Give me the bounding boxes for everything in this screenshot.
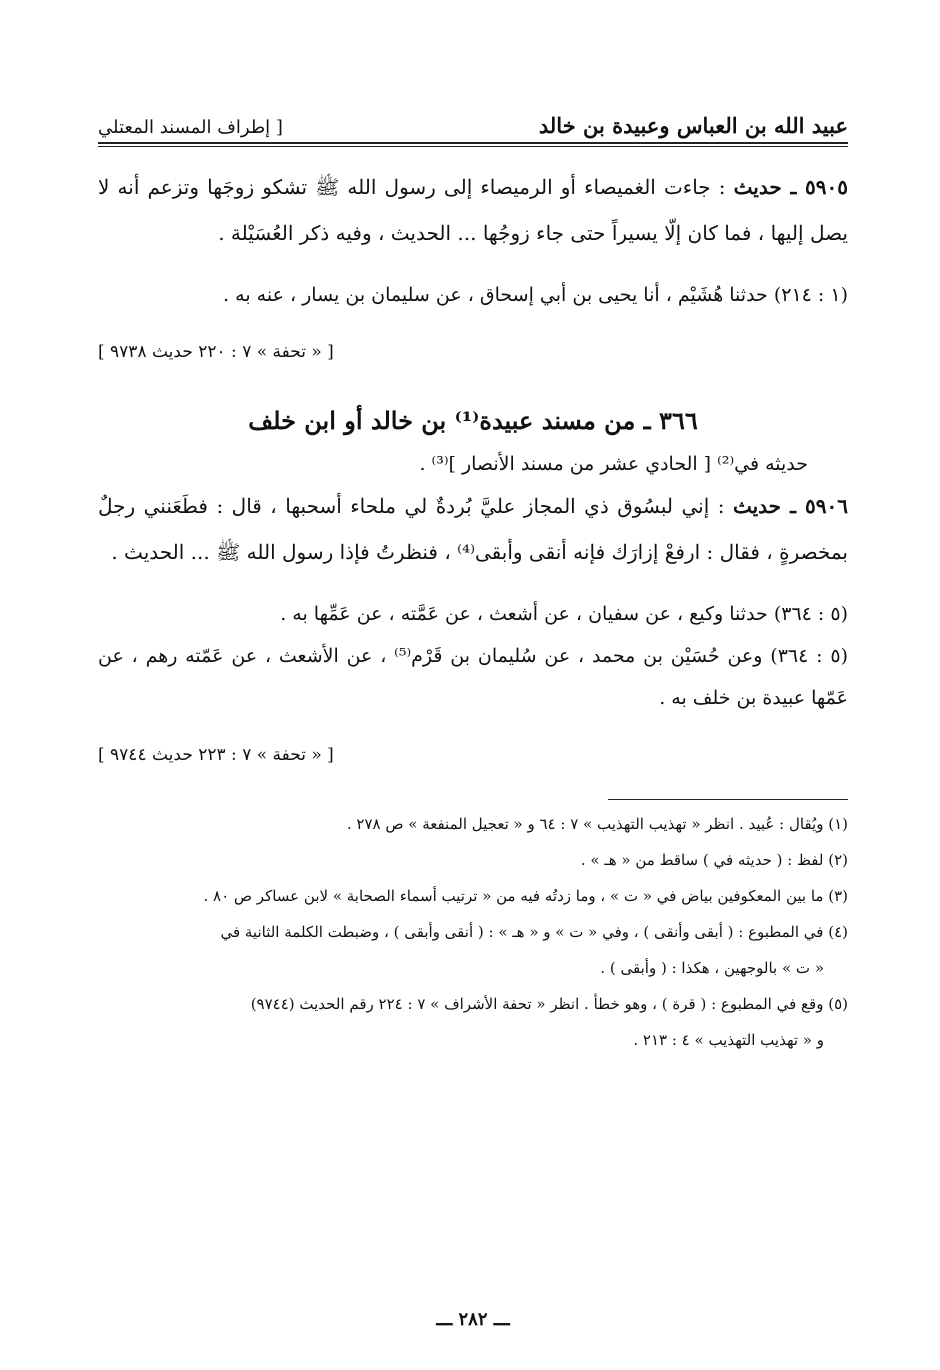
footnote: (٥) وقع في المطبوع : ( قرة ) ، وهو خطأ . انظر « تحفة الأشراف » ٧ : ٢٢٤ رقم الحديث (٩٧٤٤)	[250, 995, 848, 1013]
hadith-isnad: (٥ : ٣٦٤) وعن حُسَيْن بن محمد ، عن سُليمان بن قَرْم⁽⁵⁾ ، عن الأشعث ، عن عَمّته رهم ، عن عَمّها عبيدة بن خلف به .	[98, 645, 849, 709]
section-title: ٣٦٦ ـ من مسند عبيدة⁽¹⁾ بن خالد أو ابن خلف	[248, 406, 698, 435]
running-head-chapter: عبيد الله بن العباس وعبيدة بن خالد	[538, 113, 848, 138]
footnote-divider	[608, 799, 848, 800]
hadith-text: : إني لبسُوق ذي المجاز عليَّ بُردةٌ لي ملحاء أسحبها ، قال : فطَعَنني رجلٌ بمخصرةٍ ، فقال : ارفعْ إزارَك فإنه أنقى وأبقى⁽⁴⁾ ، فنظرتُ فإذا رسول الله ﷺ ... الحديث .	[98, 494, 848, 564]
running-head	[98, 100, 848, 144]
footnote: (٢) لفظ : ( حديثه في ) ساقط من « هـ » .	[580, 851, 848, 869]
hadith-reference: [ « تحفة » ٧ : ٢٢٠ حديث ٩٧٣٨ ]	[98, 342, 334, 362]
hadith-5906	[98, 483, 848, 575]
footnote-continuation: و « تهذيب التهذيب » ٤ : ٢١٣ .	[633, 1031, 824, 1049]
hadith-5905	[98, 164, 848, 256]
book-page	[98, 100, 848, 1330]
footnote: (٤) في المطبوع : ( أبقى وأنقى ) ، وفي « ت » و « هـ » : ( أنقى وأبقى ) ، وضبطت الكلمة الثانية في	[220, 923, 848, 941]
section-intro: حديثه في⁽²⁾ [ الحادي عشر من مسند الأنصار ]⁽³⁾ .	[419, 453, 808, 475]
hadith-number: ٥٩٠٦ ـ حديث	[732, 494, 849, 518]
running-head-book-title: [ إطراف المسند المعتلي	[98, 117, 283, 138]
footnotes	[98, 806, 848, 1058]
footnote-continuation: « ت » بالوجهين ، هكذا : ( وأبقى ) .	[600, 959, 824, 977]
page-number: ـــ ٢٨٢ ـــ	[436, 1309, 510, 1330]
hadith-isnad: (٥ : ٣٦٤) حدثنا وكيع ، عن سفيان ، عن أشعث ، عن عَمَّته ، عن عَمِّها به .	[280, 603, 848, 625]
hadith-text: : جاءت الغميصاء أو الرميصاء إلى رسول الله ﷺ تشكو زوجَها وتزعم أنه لا يصل إليها ، فما كان إلّا يسيراً حتى جاء زوجُها ... الحديث ، وفيه ذكر العُسَيْلة .	[98, 175, 848, 245]
footnote: (٣) ما بين المعكوفين بياض في « ت » ، وما زدتُه فيه من « ترتيب أسماء الصحابة » لابن عساكر ص ٨٠ .	[203, 887, 848, 905]
hadith-reference: [ « تحفة » ٧ : ٢٢٣ حديث ٩٧٤٤ ]	[98, 745, 334, 765]
hadith-number: ٥٩٠٥ ـ حديث	[733, 175, 849, 199]
hadith-isnad: (١ : ٢١٤) حدثنا هُشَيْم ، أنا يحيى بن أبي إسحاق ، عن سليمان بن يسار ، عنه به .	[223, 284, 848, 306]
footnote: (١) ويُقال : عُبيد . انظر « تهذيب التهذيب » ٧ : ٦٤ و « تعجيل المنفعة » ص ٢٧٨ .	[346, 815, 848, 833]
